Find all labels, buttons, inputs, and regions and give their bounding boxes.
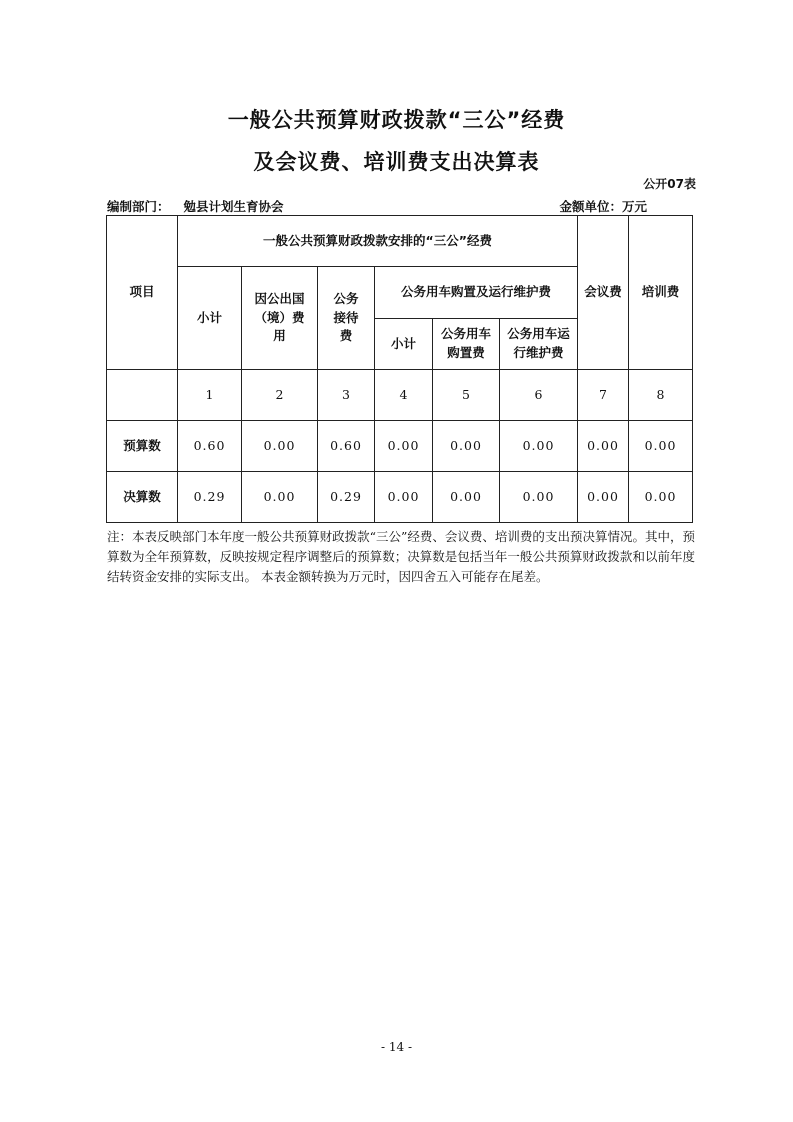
info-line [107,197,694,213]
department-info [107,197,284,215]
row-label-budget: 预算数 [107,421,178,472]
table-cell: 0.00 [433,421,500,472]
header-reception [318,267,375,370]
header-vehicle-operation-text: 公务用车运行维护费 [507,326,570,360]
header-vehicle-purchase-text: 公务用车购置费 [440,326,491,360]
amount-unit-label: 金额单位： [559,199,622,214]
column-number: 2 [242,370,318,421]
table-cell: 0.00 [242,472,318,523]
column-number: 3 [318,370,375,421]
row-label-final: 决算数 [107,472,178,523]
header-three-public-group: 一般公共预算财政拨款安排的“三公”经费 [178,216,578,267]
table-cell: 0.00 [433,472,500,523]
column-number-row [107,370,693,421]
column-number: 7 [578,370,629,421]
header-training: 培训费 [629,216,693,370]
header-subtotal: 小计 [178,267,242,370]
department-label: 编制部门： [107,199,170,214]
column-number: 5 [433,370,500,421]
header-vehicle-operation [500,319,578,370]
header-meeting: 会议费 [578,216,629,370]
column-number: 8 [629,370,693,421]
table-cell: 0.00 [500,472,578,523]
column-number: 6 [500,370,578,421]
table-cell: 0.00 [629,472,693,523]
table-cell: 0.00 [629,421,693,472]
table-footnote: 注：本表反映部门本年度一般公共预算财政拨款“三公”经费、会议费、培训费的支出预决算情况。其中，预算数为全年预算数，反映按规定程序调整后的预算数；决算数是包括当年一般公共预算财政拨款和以前年度结转资金安排的实际支出。 本表金额转换为万元时，因四舍五入可能存在尾差。 [107,529,695,584]
table-cell: 0.60 [178,421,242,472]
header-item: 项目 [107,216,178,370]
department-name: 勉县计划生育协会 [183,199,284,214]
header-abroad [242,267,318,370]
expenditure-table [106,215,693,523]
column-number-blank [107,370,178,421]
table-cell: 0.29 [318,472,375,523]
amount-unit-value: 万元 [621,199,647,214]
table-cell: 0.00 [578,472,629,523]
table-row-budget [107,421,693,472]
amount-unit-info [559,197,647,215]
header-vehicle-group: 公务用车购置及运行维护费 [375,267,578,319]
header-vehicle-purchase [433,319,500,370]
report-title-line-2: 及会议费、培训费支出决算表 [253,150,540,174]
table-cell: 0.00 [375,421,433,472]
header-reception-text: 公务接待费 [333,290,359,344]
table-cell: 0.29 [178,472,242,523]
header-abroad-text: 因公出国（境）费用 [254,290,305,344]
table-cell: 0.00 [578,421,629,472]
table-cell: 0.60 [318,421,375,472]
table-cell: 0.00 [375,472,433,523]
form-number: 公开07表 [643,177,696,191]
column-number: 4 [375,370,433,421]
table-row-final [107,472,693,523]
table-cell: 0.00 [242,421,318,472]
table-cell: 0.00 [500,421,578,472]
column-number: 1 [178,370,242,421]
report-title-line-1: 一般公共预算财政拨款“三公”经费 [227,108,566,132]
page-number: - 14 - [380,1040,412,1054]
header-vehicle-subtotal: 小计 [375,319,433,370]
